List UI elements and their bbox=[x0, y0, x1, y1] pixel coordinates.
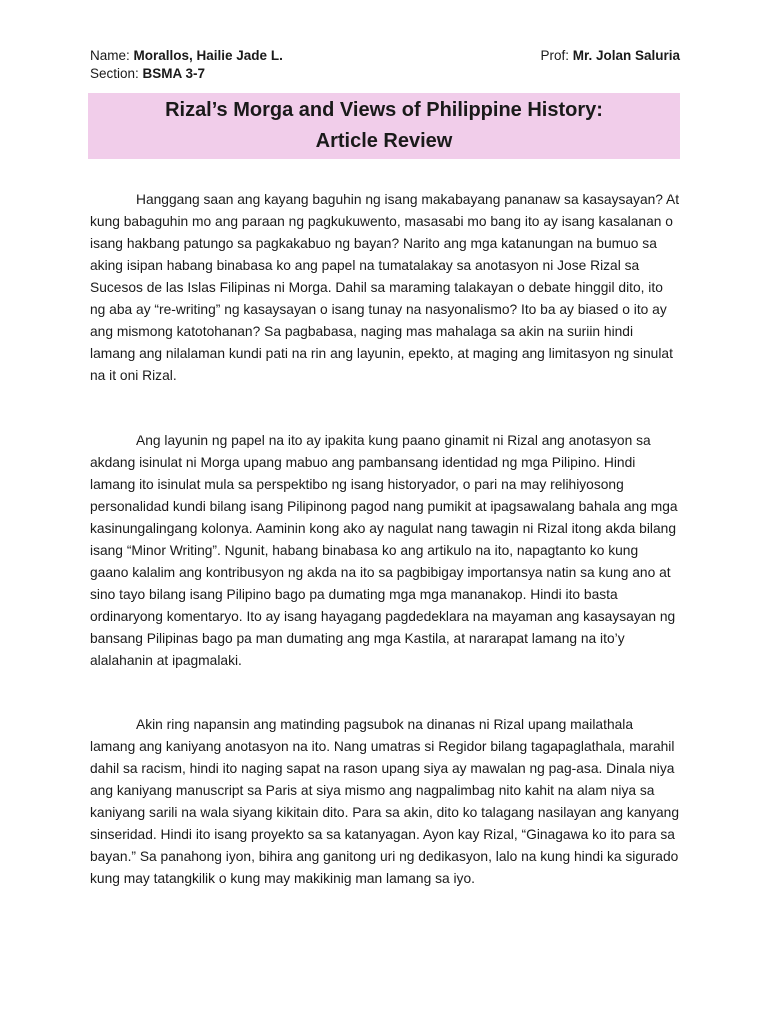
professor-line bbox=[540, 47, 680, 65]
title-line-1: Rizal’s Morga and Views of Philippine History: bbox=[165, 99, 603, 121]
paragraph-1: Hanggang saan ang kayang baguhin ng isang makabayang pananaw sa kasaysayan? At kung babaguhin mo ang paraan ng pagkukuwento, masasabi mo bang ito ay isang kasalanan o isang hakbang patungo sa pagkakabuo ng bayan? Narito ang mga katanungan na bumuo sa aking isipan habang binabasa ko ang papel na tumatalakay sa anotasyon ni Jose Rizal sa Sucesos de las Islas Filipinas ni Morga. Dahil sa maraming talakayan o debate hinggil dito, ito ng aba ay “re-writing” ng kasaysayan o isang tunay na nasyonalismo? Ito ba ay biased o ito ay ang mismong katotohanan? Sa pagbabasa, naging mas mahalaga sa akin na suriin hindi lamang ang nilalaman kundi pati na rin ang layunin, epekto, at maging ang limitasyon ng sinulat na it oni Rizal. bbox=[90, 192, 680, 383]
name-label: Name: bbox=[90, 48, 134, 63]
professor-name: Mr. Jolan Saluria bbox=[572, 48, 680, 63]
section-line bbox=[90, 65, 680, 83]
student-name: Morallos, Hailie Jade L. bbox=[133, 48, 283, 63]
paragraph-3: Akin ring napansin ang matinding pagsubok na dinanas ni Rizal upang mailathala lamang ang kaniyang anotasyon na ito. Nang umatras si Regidor bilang tagapaglathala, marahil dahil sa racism, hindi ito naging sapat na rason upang siya ay mawalan ng pag-asa. Dinala niya ang kaniyang manuscript sa Paris at siya mismo ang nagpalimbag nito kahit na alam niya sa kaniyang sarili na wala siyang kikitain dito. Para sa akin, dito ko talagang nasilayan ang kanyang sinseridad. Hindi ito isang proyekto sa sa katanyagan. Ayon kay Rizal, “Ginagawa ko ito para sa bayan.” Sa panahong iyon, bihira ang ganitong uri ng dedikasyon, lalo na kung hindi ka sigurado kung may tatangkilik o kung may makikinig man lamang sa iyo. bbox=[90, 717, 680, 886]
title-banner bbox=[88, 93, 680, 159]
prof-label: Prof: bbox=[540, 48, 573, 63]
section-value: BSMA 3-7 bbox=[142, 66, 206, 81]
name-line bbox=[90, 47, 680, 65]
section-label: Section: bbox=[90, 66, 143, 81]
paragraph-2: Ang layunin ng papel na ito ay ipakita kung paano ginamit ni Rizal ang anotasyon sa akdang isinulat ni Morga upang mabuo ang pambansang identidad ng mga Pilipino. Hindi lamang ito isinulat mula sa perspektibo ng isang historyador, o pari na may relihiyosong personalidad kundi bilang isang Pilipinong pagod nang pumikit at ipagsawalang bahala ang mga kasinungalingang kolonya. Aaminin kong ako ay nagulat nang tawagin ni Rizal itong akda bilang isang “Minor Writing”. Ngunit, habang binabasa ko ang artikulo na ito, napagtanto ko kung gaano kalalim ang kontribusyon ng akda na ito sa pagbibigay importansya natin sa kung ano at sino tayo bilang isang Pilipino bago pa dumating mga mga mananakop. Hindi ito basta ordinaryong komentaryo. Ito ay isang hayagang pagdedeklara na mayaman ang kasaysayan ng bansang Pilipinas bago pa man dumating ang mga Kastila, at nararapat lamang na ito’y alalahanin at ipagmalaki. bbox=[90, 433, 678, 668]
title-line-2: Article Review bbox=[315, 130, 453, 152]
